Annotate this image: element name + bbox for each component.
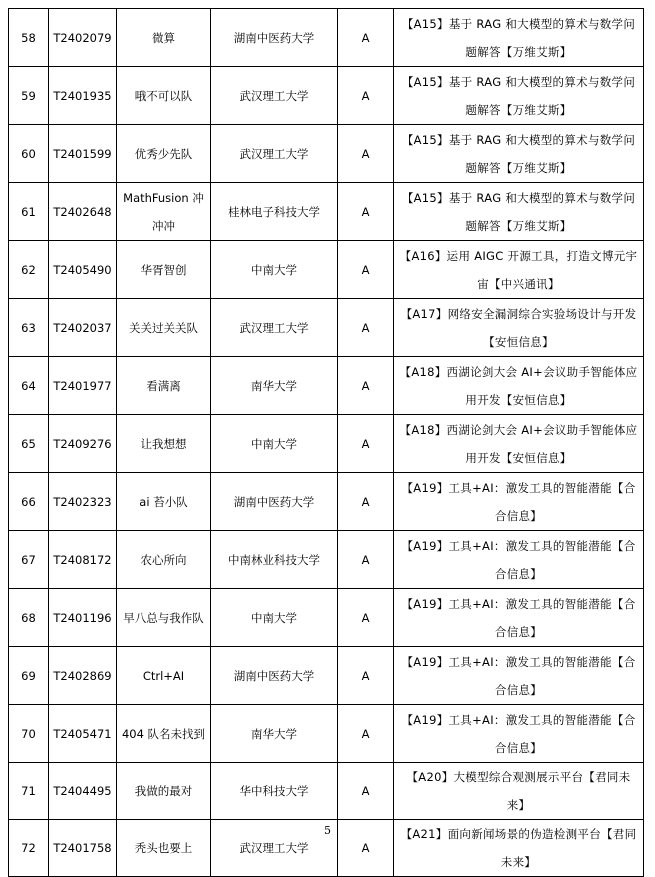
results-table xyxy=(8,8,644,877)
school-name: 湖南中医药大学 xyxy=(211,473,338,531)
team-name: 让我想想 xyxy=(117,415,211,473)
topic-title: 【A15】基于 RAG 和大模型的算术与数学问题解答【万维艾斯】 xyxy=(394,125,644,183)
team-id: T2405490 xyxy=(49,241,117,299)
table-row xyxy=(9,415,644,473)
row-number: 71 xyxy=(9,763,49,820)
topic-title: 【A21】面向新闻场景的伪造检测平台【君同未来】 xyxy=(394,820,644,877)
row-number: 69 xyxy=(9,647,49,705)
team-name: 404 队名未找到 xyxy=(117,705,211,763)
page-number: 5 xyxy=(324,824,331,837)
award-grade: A xyxy=(338,9,394,67)
row-number: 62 xyxy=(9,241,49,299)
topic-title: 【A19】工具+AI：激发工具的智能潜能【合合信息】 xyxy=(394,473,644,531)
row-number: 61 xyxy=(9,183,49,241)
award-grade: A xyxy=(338,67,394,125)
award-grade: A xyxy=(338,531,394,589)
row-number: 60 xyxy=(9,125,49,183)
topic-title: 【A17】网络安全漏洞综合实验场设计与开发【安恒信息】 xyxy=(394,299,644,357)
school-name: 桂林电子科技大学 xyxy=(211,183,338,241)
team-id: T2402037 xyxy=(49,299,117,357)
team-name: MathFusion 冲冲冲 xyxy=(117,183,211,241)
award-grade: A xyxy=(338,705,394,763)
award-grade: A xyxy=(338,820,394,877)
team-id: T2404495 xyxy=(49,763,117,820)
team-id: T2401758 xyxy=(49,820,117,877)
school-name: 中南大学 xyxy=(211,589,338,647)
table-row xyxy=(9,589,644,647)
school-name: 中南大学 xyxy=(211,415,338,473)
award-grade: A xyxy=(338,183,394,241)
team-id: T2409276 xyxy=(49,415,117,473)
team-name: 秃头也要上 xyxy=(117,820,211,877)
row-number: 58 xyxy=(9,9,49,67)
award-grade: A xyxy=(338,357,394,415)
topic-title: 【A16】运用 AIGC 开源工具，打造文博元宇宙【中兴通讯】 xyxy=(394,241,644,299)
team-id: T2401196 xyxy=(49,589,117,647)
team-id: T2405471 xyxy=(49,705,117,763)
team-name: 微算 xyxy=(117,9,211,67)
team-name: 哦不可以队 xyxy=(117,67,211,125)
row-number: 72 xyxy=(9,820,49,877)
team-id: T2408172 xyxy=(49,531,117,589)
topic-title: 【A15】基于 RAG 和大模型的算术与数学问题解答【万维艾斯】 xyxy=(394,9,644,67)
award-grade: A xyxy=(338,473,394,531)
team-id: T2402079 xyxy=(49,9,117,67)
team-id: T2402648 xyxy=(49,183,117,241)
row-number: 68 xyxy=(9,589,49,647)
topic-title: 【A20】大模型综合观测展示平台【君同未来】 xyxy=(394,763,644,820)
topic-title: 【A19】工具+AI：激发工具的智能潜能【合合信息】 xyxy=(394,647,644,705)
team-id: T2402323 xyxy=(49,473,117,531)
team-id: T2401599 xyxy=(49,125,117,183)
table-row xyxy=(9,241,644,299)
table-row xyxy=(9,705,644,763)
school-name: 中南林业科技大学 xyxy=(211,531,338,589)
table-row xyxy=(9,9,644,67)
row-number: 67 xyxy=(9,531,49,589)
row-number: 70 xyxy=(9,705,49,763)
topic-title: 【A18】西湖论剑大会 AI+会议助手智能体应用开发【安恒信息】 xyxy=(394,415,644,473)
team-name: 关关过关关队 xyxy=(117,299,211,357)
row-number: 65 xyxy=(9,415,49,473)
award-grade: A xyxy=(338,763,394,820)
team-id: T2402869 xyxy=(49,647,117,705)
award-grade: A xyxy=(338,241,394,299)
award-grade: A xyxy=(338,299,394,357)
team-name: 优秀少先队 xyxy=(117,125,211,183)
school-name: 中南大学 xyxy=(211,241,338,299)
topic-title: 【A15】基于 RAG 和大模型的算术与数学问题解答【万维艾斯】 xyxy=(394,183,644,241)
table-row xyxy=(9,763,644,820)
row-number: 66 xyxy=(9,473,49,531)
topic-title: 【A19】工具+AI：激发工具的智能潜能【合合信息】 xyxy=(394,589,644,647)
team-name: 农心所向 xyxy=(117,531,211,589)
row-number: 63 xyxy=(9,299,49,357)
award-grade: A xyxy=(338,415,394,473)
team-name: 我做的最对 xyxy=(117,763,211,820)
school-name: 武汉理工大学 xyxy=(211,67,338,125)
row-number: 59 xyxy=(9,67,49,125)
team-id: T2401977 xyxy=(49,357,117,415)
school-name: 武汉理工大学 xyxy=(211,299,338,357)
topic-title: 【A15】基于 RAG 和大模型的算术与数学问题解答【万维艾斯】 xyxy=(394,67,644,125)
row-number: 64 xyxy=(9,357,49,415)
table-row xyxy=(9,67,644,125)
team-name: 早八总与我作队 xyxy=(117,589,211,647)
award-grade: A xyxy=(338,647,394,705)
team-name: 华胥智创 xyxy=(117,241,211,299)
team-name: ai 苔小队 xyxy=(117,473,211,531)
table-row xyxy=(9,183,644,241)
team-name: Ctrl+AI xyxy=(117,647,211,705)
table-row xyxy=(9,473,644,531)
table-row xyxy=(9,647,644,705)
school-name: 武汉理工大学 xyxy=(211,125,338,183)
school-name: 湖南中医药大学 xyxy=(211,647,338,705)
table-row xyxy=(9,299,644,357)
topic-title: 【A19】工具+AI：激发工具的智能潜能【合合信息】 xyxy=(394,705,644,763)
school-name: 南华大学 xyxy=(211,357,338,415)
topic-title: 【A19】工具+AI：激发工具的智能潜能【合合信息】 xyxy=(394,531,644,589)
table-row xyxy=(9,125,644,183)
topic-title: 【A18】西湖论剑大会 AI+会议助手智能体应用开发【安恒信息】 xyxy=(394,357,644,415)
school-name: 华中科技大学 xyxy=(211,763,338,820)
team-id: T2401935 xyxy=(49,67,117,125)
table-row xyxy=(9,357,644,415)
team-name: 看满离 xyxy=(117,357,211,415)
award-grade: A xyxy=(338,589,394,647)
school-name: 武汉理工大学 xyxy=(211,820,338,877)
table-row xyxy=(9,531,644,589)
school-name: 南华大学 xyxy=(211,705,338,763)
school-name: 湖南中医药大学 xyxy=(211,9,338,67)
award-grade: A xyxy=(338,125,394,183)
